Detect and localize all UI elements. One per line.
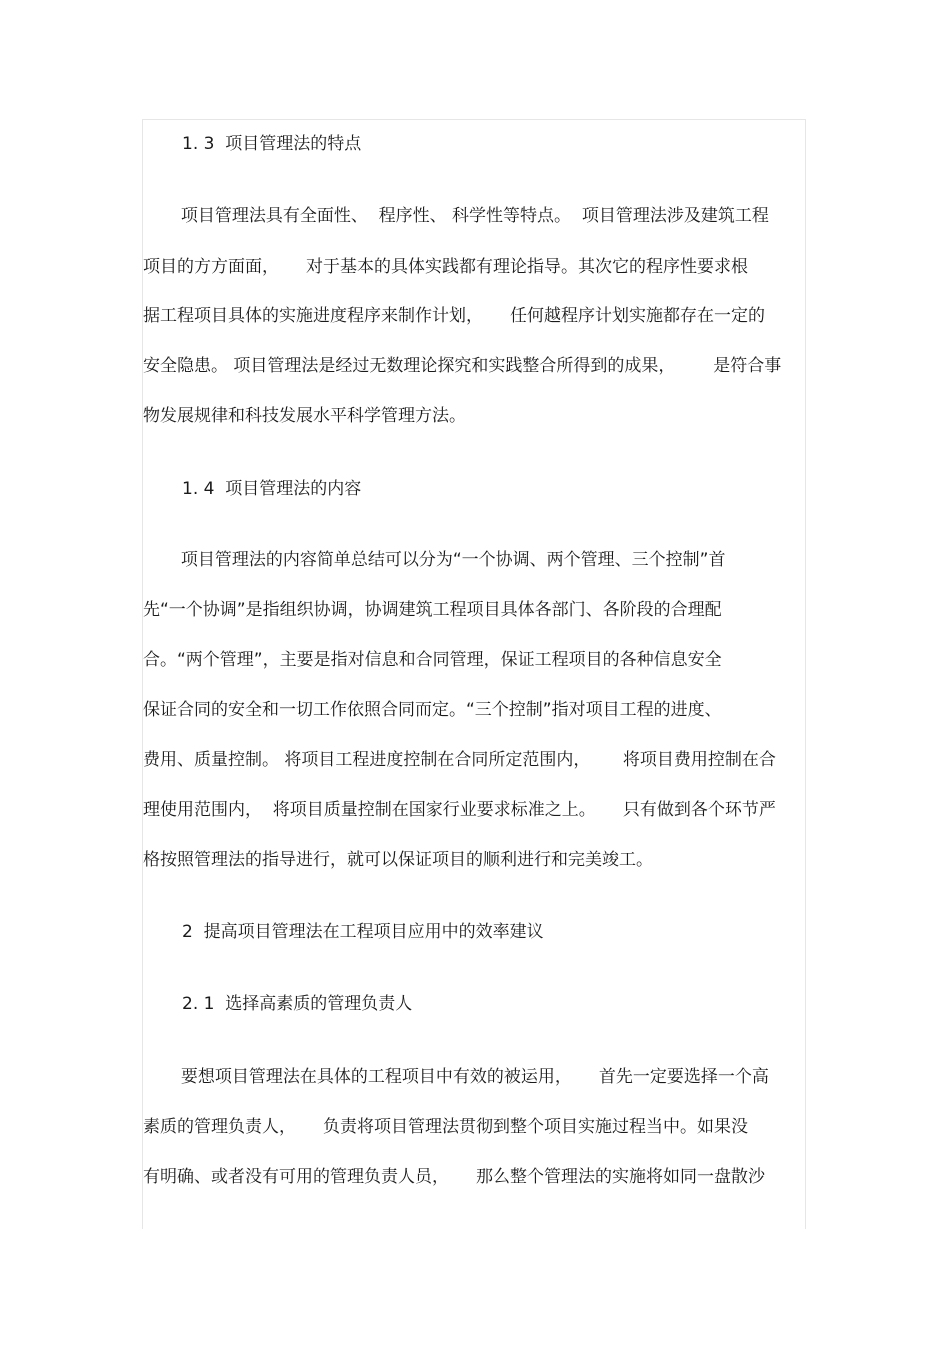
section-heading-1-3: 1. 3 项目管理法的特点 <box>182 134 362 154</box>
section-heading-2-1: 2. 1 选择高素质的管理负责人 <box>182 994 413 1014</box>
paragraph-line: 安全隐患。 项目管理法是经过无数理论探究和实践整合所得到的成果， 是符合事 <box>143 356 782 376</box>
paragraph-line: 先“一个协调”是指组织协调，协调建筑工程项目具体各部门、各阶段的合理配 <box>143 600 722 620</box>
paragraph-line: 要想项目管理法在具体的工程项目中有效的被运用， 首先一定要选择一个高 <box>143 1067 769 1087</box>
paragraph-line: 有明确、或者没有可用的管理负责人员， 那么整个管理法的实施将如同一盘散沙 <box>143 1167 766 1187</box>
paragraph-line: 项目管理法的内容简单总结可以分为“一个协调、两个管理、三个控制”首 <box>143 550 726 570</box>
paragraph-line: 素质的管理负责人， 负责将项目管理法贯彻到整个项目实施过程当中。如果没 <box>143 1117 749 1137</box>
paragraph-line: 项目管理法具有全面性、 程序性、 科学性等特点。 项目管理法涉及建筑工程 <box>143 206 769 226</box>
page-frame <box>142 119 806 1229</box>
paragraph-line: 物发展规律和科技发展水平科学管理方法。 <box>143 406 466 426</box>
paragraph-line: 合。“两个管理”，主要是指对信息和合同管理，保证工程项目的各种信息安全 <box>143 650 722 670</box>
paragraph-line: 项目的方方面面， 对于基本的具体实践都有理论指导。其次它的程序性要求根 <box>143 257 749 277</box>
paragraph-line: 格按照管理法的指导进行，就可以保证项目的顺利进行和完美竣工。 <box>143 850 653 870</box>
paragraph-line: 保证合同的安全和一切工作依照合同而定。“三个控制”指对项目工程的进度、 <box>143 700 722 720</box>
section-heading-2: 2 提高项目管理法在工程项目应用中的效率建议 <box>182 922 544 942</box>
paragraph-line: 理使用范围内， 将项目质量控制在国家行业要求标准之上。 只有做到各个环节严 <box>143 800 776 820</box>
paragraph-line: 费用、质量控制。 将项目工程进度控制在合同所定范围内， 将项目费用控制在合 <box>143 750 776 770</box>
paragraph-line: 据工程项目具体的实施进度程序来制作计划， 任何越程序计划实施都存在一定的 <box>143 306 766 326</box>
section-heading-1-4: 1. 4 项目管理法的内容 <box>182 479 362 499</box>
